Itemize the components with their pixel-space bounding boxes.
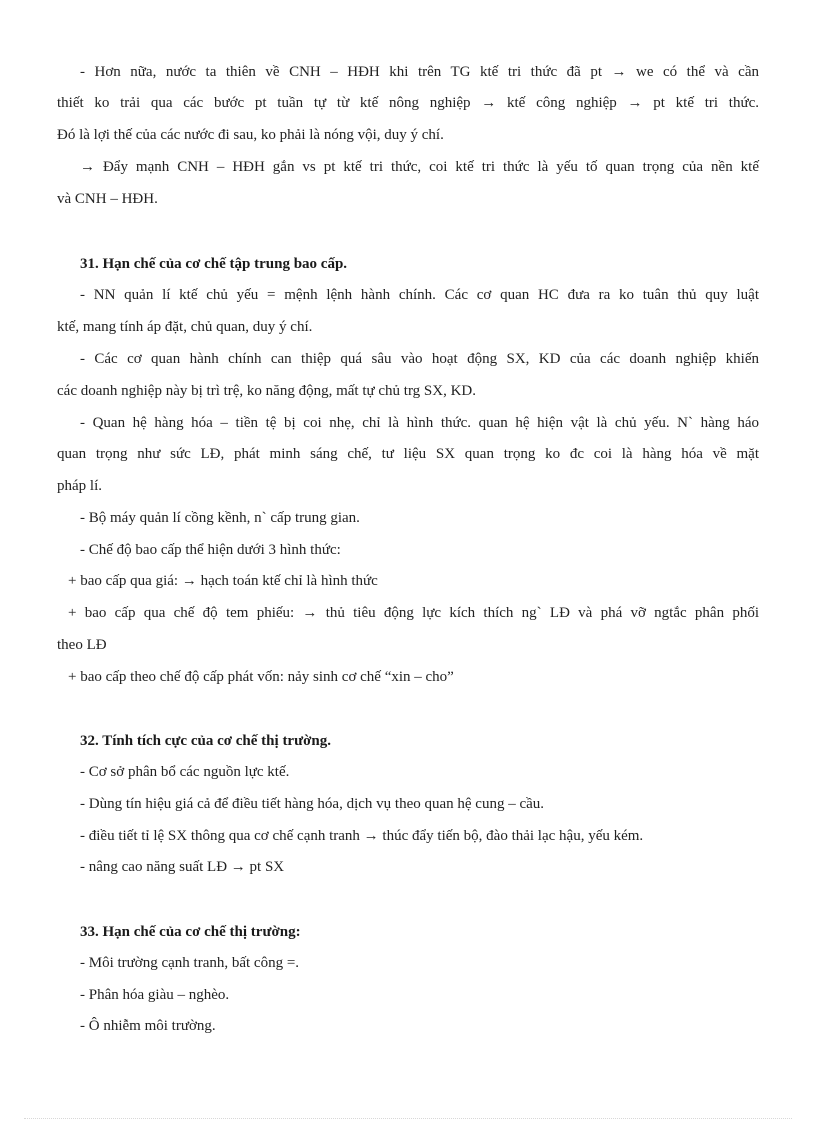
s31-line-4: các doanh nghiệp này bị trì trệ, ko năng động, mất tự chủ trg SX, KD.	[57, 383, 477, 399]
s31-line-11: + bao cấp qua chế độ tem phiếu: → thủ tiêu động lực kích thích ng` LĐ và phá vỡ ngtắc phân phối	[68, 605, 759, 621]
s31-line-7: pháp lí.	[57, 478, 102, 494]
intro-line-4: → Đẩy mạnh CNH – HĐH gắn vs pt ktế tri thức, coi ktế tri thức là yếu tố quan trọng của nền ktế	[80, 159, 759, 175]
s31-line-5: - Quan hệ hàng hóa – tiền tệ bị coi nhẹ, chỉ là hình thức. quan hệ hiện vật là chủ yếu. N` hàng háo	[80, 415, 759, 431]
s32-line-1: - Cơ sở phân bổ các nguồn lực ktế.	[80, 764, 290, 780]
s31-line-6: quan trọng như sức LĐ, phát minh sáng chế, tư liệu SX quan trọng ko đc coi là hàng hóa về mặt	[57, 446, 759, 462]
intro-line-3: Đó là lợi thế của các nước đi sau, ko phải là nóng vội, duy ý chí.	[57, 127, 444, 143]
intro-line-1: - Hơn nữa, nước ta thiên về CNH – HĐH khi trên TG ktế tri thức đã pt → we có thể và cần	[80, 64, 759, 80]
page-bottom-divider	[24, 1118, 792, 1119]
s31-line-1: - NN quản lí ktế chủ yếu = mệnh lệnh hành chính. Các cơ quan HC đưa ra ko tuân thủ quy luật	[80, 287, 759, 303]
section-31-heading: 31. Hạn chế của cơ chế tập trung bao cấp.	[80, 256, 348, 272]
s31-line-2: ktế, mang tính áp đặt, chủ quan, duy ý chí.	[57, 319, 313, 335]
intro-line-2: thiết ko trải qua các bước pt tuần tự từ ktế nông nghiệp → ktế công nghiệp → pt ktế tri thức.	[57, 95, 759, 111]
s32-line-3: - điều tiết tỉ lệ SX thông qua cơ chế cạnh tranh → thúc đẩy tiến bộ, đào thải lạc hậu, yếu kém.	[80, 828, 644, 844]
s32-line-2: - Dùng tín hiệu giá cả để điều tiết hàng hóa, dịch vụ theo quan hệ cung – cầu.	[80, 796, 545, 812]
s32-line-4: - nâng cao năng suất LĐ → pt SX	[80, 859, 285, 875]
s33-line-3: - Ô nhiễm môi trường.	[80, 1018, 216, 1034]
s33-line-1: - Môi trường cạnh tranh, bất công =.	[80, 955, 300, 971]
s31-line-8: - Bộ máy quản lí cồng kềnh, n` cấp trung gian.	[80, 510, 360, 526]
intro-line-5: và CNH – HĐH.	[57, 191, 158, 207]
s31-line-10: + bao cấp qua giá: → hạch toán ktế chỉ là hình thức	[68, 573, 378, 589]
section-33-heading: 33. Hạn chế của cơ chế thị trường:	[80, 924, 301, 940]
s31-line-9: - Chế độ bao cấp thể hiện dưới 3 hình thức:	[80, 542, 341, 558]
s31-line-13: + bao cấp theo chế độ cấp phát vốn: nảy sinh cơ chế “xin – cho”	[68, 669, 454, 685]
s31-line-12: theo LĐ	[57, 637, 107, 653]
section-32-heading: 32. Tính tích cực của cơ chế thị trường.	[80, 733, 331, 749]
s31-line-3: - Các cơ quan hành chính can thiệp quá sâu vào hoạt động SX, KD của các doanh nghiệp khiến	[80, 351, 759, 367]
s33-line-2: - Phân hóa giàu – nghèo.	[80, 987, 230, 1003]
